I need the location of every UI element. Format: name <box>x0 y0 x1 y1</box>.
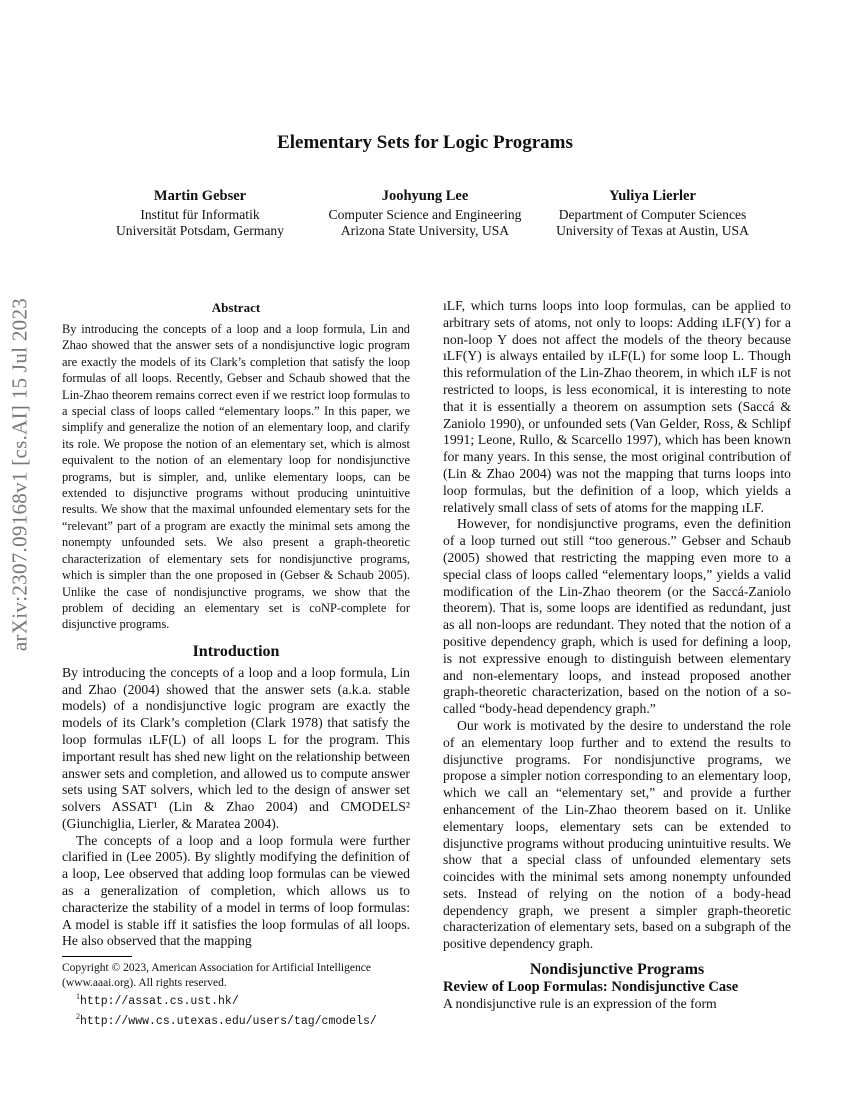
left-column <box>62 300 410 1029</box>
right-column <box>443 298 791 1013</box>
paragraph: ıLF, which turns loops into loop formulas, can be applied to arbitrary sets of atoms, not only to loops: Adding ıLF(Y) for a non-loop Y does not affect the models of the theory because ıLF(Y) is always entailed by ıLF(L) for some loop L. Though this reformulation of the Lin-Zhao theorem, in which ıLF is not restricted to loops, is less economical, it is interesting to note that it is essentially a theorem on assumption sets (Saccá & Zaniolo 1990), or unfounded sets (Van Gelder, Ross, & Schlipf 1991; Leone, Rullo, & Scarcello 1997), which has been known for many years. In this sense, the most original contribution of (Lin & Zhao 2004) was not the mapping that turns loops into loop formulas, but the definition of a loop, which yields a relatively small class of sets of atoms for the mapping ıLF. <box>443 298 791 515</box>
section-heading-introduction: Introduction <box>192 642 280 660</box>
copyright-note: Copyright © 2023, American Association for Artificial Intelligence (www.aaai.org). All rights reserved. <box>62 962 371 989</box>
footnote-link[interactable]: http://assat.cs.ust.hk/ <box>80 995 239 1009</box>
author-affiliation: University of Texas at Austin, USA <box>556 223 749 238</box>
author-name: Joohyung Lee <box>381 188 469 204</box>
abstract-heading: Abstract <box>211 300 261 315</box>
author-affiliation: Universität Potsdam, Germany <box>115 223 284 238</box>
paragraph: A nondisjunctive rule is an expression of the form <box>443 996 717 1012</box>
paragraph: However, for nondisjunctive programs, even the definition of a loop turned out still “too generous.” Gebser and Schaub (2005) showed that restricting the mapping even more to a special class of loops called “elementary loops,” yields a valid modification of the Lin-Zhao theorem (or the Saccá-Zaniolo theorem). That is, some loops are identified as redundant, just as all non-loops are redundant. They noted that the notion of a positive dependency graph, which is used for defining a loop, is not expressive enough to distinguish between elementary and non-elementary loops, and instead proposed another graph-theoretic characterization, based on the notion of a so-called “body-head dependency graph.” <box>443 516 791 717</box>
author-name: Martin Gebser <box>153 188 247 204</box>
section-heading: Nondisjunctive Programs <box>529 961 705 979</box>
paragraph: By introducing the concepts of a loop and a loop formula, Lin and Zhao (2004) showed that the answer sets (a.k.a. stable models) of a nondisjunctive logic program are exactly the models of its Clark’s completion (Clark 1978) that satisfy the loop formulas ıLF(L) of all loops L for the program. This important result has shed new light on the relationship between answer sets and completion, and allowed us to compute answer sets using SAT solvers, which led to the design of answer set solvers ASSAT¹ (Lin & Zhao 2004) and CMODELS² (Giunchiglia, Lierler, & Maratea 2004). <box>62 664 410 831</box>
footnote <box>62 990 410 1009</box>
paper-title: Elementary Sets for Logic Programs <box>277 132 573 153</box>
footnote-link[interactable]: http://www.cs.utexas.edu/users/tag/cmodels/ <box>80 1014 377 1028</box>
author-block <box>545 188 760 240</box>
footnote-rule <box>62 956 132 957</box>
subsection-heading: Review of Loop Formulas: Nondisjunctive Case <box>443 979 739 996</box>
footnote-mark: 1 <box>76 992 80 1002</box>
author-affiliation: Arizona State University, USA <box>340 223 510 238</box>
author-block <box>310 188 540 240</box>
author-block <box>100 188 300 240</box>
arxiv-stamp: arXiv:2307.09168v1 [cs.AI] 15 Jul 2023 <box>7 297 32 652</box>
author-affiliation: Department of Computer Sciences <box>558 206 747 222</box>
author-affiliation: Computer Science and Engineering <box>328 206 522 222</box>
footnote <box>62 1010 410 1029</box>
footnote-mark: 2 <box>76 1011 80 1021</box>
abstract <box>62 321 410 633</box>
paragraph: The concepts of a loop and a loop formula were further clarified in (Lee 2005). By slightly modifying the definition of a loop, Lee observed that adding loop formulas can be viewed as a generalization of completion, which allows us to characterize the stability of a model in terms of loop formulas: A model is stable iff it satisfies the loop formulas of all loops. He also observed that the mapping <box>62 832 410 949</box>
author-name: Yuliya Lierler <box>609 188 696 204</box>
author-affiliation: Institut für Informatik <box>140 206 260 222</box>
paragraph: Our work is motivated by the desire to understand the role of an elementary loop further and to extend the results to disjunctive programs. For nondisjunctive programs, we propose a simpler notion corresponding to an elementary loop, which we call an “elementary set,” and provide a further enhancement of the Lin-Zhao theorem based on it. Unlike elementary loops, elementary sets can be extended to disjunctive programs without producing unintuitive results. We show that a special class of unfounded elementary sets coincides with the minimal sets among nonempty unfounded sets. Instead of relying on the notion of a body-head dependency graph, we present a simpler graph-theoretic characterization of elementary sets, based on a subgraph of the positive dependency graph. <box>443 717 791 952</box>
abstract-text: By introducing the concepts of a loop and a loop formula, Lin and Zhao showed that the answer sets of a nondisjunctive logic program are exactly the models of its Clark’s completion that satisfy the loop formulas of all loops. Recently, Gebser and Schaub showed that the Lin-Zhao theorem remains correct even if we restrict loop formulas to a special class of loops called “elementary loops.” In this paper, we simplify and generalize the notion of an elementary loop, and clarify its role. We propose the notion of an elementary set, which is almost equivalent to the notion of an elementary loop for nondisjunctive programs, but is simpler, and, unlike elementary loops, can be extended to disjunctive programs without producing unintuitive results. We show that the maximal unfounded elementary sets for the “relevant” part of a program are exactly the minimal sets among the nonempty unfounded sets. We also present a graph-theoretic characterization of elementary sets for nondisjunctive programs, which is simpler than the one proposed in (Gebser & Schaub 2005). Unlike the case of nondisjunctive programs, we show that the problem of deciding an elementary set is coNP-complete for disjunctive programs. <box>62 322 410 632</box>
